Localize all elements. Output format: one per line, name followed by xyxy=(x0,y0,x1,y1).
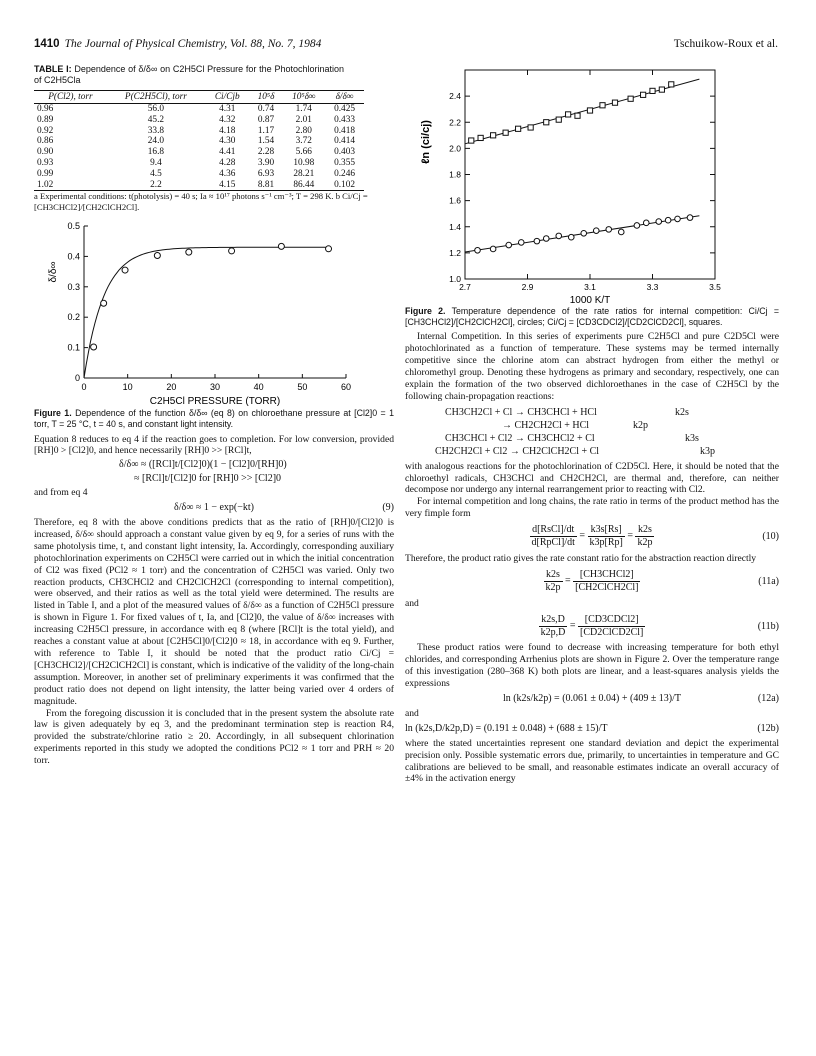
left-paragraph-2: and from eq 4 xyxy=(34,487,88,499)
table-row xyxy=(34,126,364,137)
data-point-square xyxy=(587,108,592,113)
fit-curve xyxy=(84,248,329,379)
table1-body xyxy=(34,104,364,191)
right-paragraph-4: Therefore, the product ratio gives the rate constant ratio for the abstraction reaction directly xyxy=(405,552,757,564)
eq11a-num-1: k2s xyxy=(544,569,563,582)
table1-col-header: 10⁵δ∞ xyxy=(292,92,316,102)
equation-10: $\frac{\text{d[RsCl]/dt}}{\text{d[RpCl]/dt}}$ = $\frac{k3s[Rs]}{k3p[Rp]}$ = $\frac{k2s}{k2p}$ (10) xyxy=(531,524,779,549)
figure2-caption-text: Temperature dependence of the rate ratios for internal competition: Ci/Cj = [CH3CHCl2]/[CH2ClCH2Cl], circles; Ci/Cj = [CD3CDCl2]/[CD2ClCD2Cl], squares. xyxy=(405,306,779,327)
table-cell: 4.41 xyxy=(219,147,236,158)
reaction-2-text: → CH2CH2Cl + HCl xyxy=(502,419,590,431)
table1-footnote: a Experimental conditions: t(photolysis) = 40 s; Ia ≈ 10¹⁷ photons s⁻¹ cm⁻³; T = 298 K. b Ci/Cj = [CH3CHCl2]/[CH2ClCH2Cl]. xyxy=(34,191,368,212)
table1-caption-text: Dependence of δ/δ∞ on C2H5Cl Pressure for the Photochlorination of C2H5Cla xyxy=(34,64,344,85)
y-axis-label: δ/δ∞ xyxy=(48,261,59,283)
x-tick-label: 3.3 xyxy=(646,282,659,292)
reaction-2 xyxy=(405,419,779,432)
equation-12b-number: (12b) xyxy=(757,722,779,734)
y-tick-label: 0.1 xyxy=(67,342,80,353)
table-cell: 45.2 xyxy=(147,114,165,125)
table-cell: 0.403 xyxy=(334,147,355,158)
data-point-circle xyxy=(490,246,496,252)
data-point-square xyxy=(478,135,483,140)
equation-11a: $\frac{k2s}{k2p}$ = $\frac{\text{[CH3CHCl2]}}{\text{[CH2ClCH2Cl]}}$ (11a) xyxy=(545,568,779,593)
table-cell: 0.93 xyxy=(37,157,54,168)
data-point-square xyxy=(659,87,664,92)
header-left xyxy=(34,38,321,50)
eq11b-den-2: [CD2ClCD2Cl] xyxy=(580,626,644,638)
y-tick-label: 2.4 xyxy=(449,91,461,102)
left-paragraph-4: From the foregoing discussion it is concluded that in the present system the absolute rate law is given adequately by eq 3, and the predominant termination step is reaction R4, provided the substrate/chlorine ratio ≥ 20. Accordingly, in all subsequent chlorination experiments reported in this study we adopted the conditions PCl2 ≈ 1 torr and PRH ≈ 20 torr. xyxy=(34,707,394,767)
table1-caption xyxy=(34,64,344,86)
eq10-num-2: k3s[Rs] xyxy=(588,524,625,537)
eq10-den-3: k2p xyxy=(637,537,653,549)
table-cell: 2.2 xyxy=(150,179,162,190)
x-tick-label: 20 xyxy=(166,382,177,393)
eq11a-frac-2 xyxy=(573,569,640,594)
left-paragraph-3: Therefore, eq 8 with the above conditions predicts that as the ratio of [RH]0/[Cl2]0 is increased, δ/δ∞ should approach a constant value given by eq 9, for a series of runs with the same photolysis time, t, and constant light intensity, Ia. Accordingly, corresponding auxiliary photochlorination experiments on C2H5Cl were carried out in which the initial concentration of Cl2 was fixed (PCl2 ≈ 1 torr) and the concentration of C2H5Cl was varied. Only two reaction products, CH3CHCl2 and CH2ClCH2Cl (corresponding to internal competition), were observed, and their ratios as well as the total yield were determined. The results are listed in Table I, and a plot of the measured values of δ/δ∞ as a function of C2H5Cl pressure is shown in Figure 1. For fixed values of t, Ia, and [Cl2]0, the value of δ/δ∞ increases with increasing C2H5Cl pressure, in accordance with eq 8 (where [RCl]t is the total yield), and reaches a constant value at about [C2H5Cl]0/[Cl2]0 ≈ 18, in accordance with eq 9. Further, with reference to Table I, it should be noted that the product ratio Ci/Cj = [CH3CHCl2]/[CH2ClCH2Cl] is constant, which is indicative of the validity of the long-chain assumption. Moreover, in another set of preliminary experiments it was confirmed that the product ratio does not depend on light intensity, the latter being varied over 4 orders of magnitude. xyxy=(34,517,394,707)
y-tick-label: 1.2 xyxy=(449,247,461,258)
table-cell: 1.02 xyxy=(37,179,54,190)
eq10-num-3: k2s xyxy=(635,524,654,537)
right-paragraph-3: For internal competition and long chains, the rate ratio in terms of the product method has the very fimple form xyxy=(405,496,779,520)
table-cell: 0.433 xyxy=(334,114,355,125)
table-cell: 0.89 xyxy=(37,114,54,125)
y-tick-label: 1.0 xyxy=(449,274,461,284)
plot-frame xyxy=(465,70,715,279)
data-point-circle xyxy=(556,233,562,239)
data-point-circle xyxy=(534,238,540,244)
table-cell: 2.28 xyxy=(257,147,275,158)
reaction-3-k: k3s xyxy=(685,432,699,444)
table1-col-header: P(C2H5Cl), torr xyxy=(124,92,187,102)
data-point-circle xyxy=(618,229,624,235)
eq10-den-1: d[RpCl]/dt xyxy=(531,537,575,549)
header-authors: Tschuikow-Roux et al. xyxy=(673,38,778,50)
table-cell: 4.18 xyxy=(219,125,236,136)
data-point-square xyxy=(600,103,605,108)
table-cell: 4.5 xyxy=(150,168,162,179)
eq10-den-2: k3p[Rp] xyxy=(589,537,623,549)
equation-12a-number: (12a) xyxy=(757,693,779,705)
figure1-label: Figure 1. xyxy=(34,408,72,419)
figure1-chart xyxy=(34,218,364,408)
reaction-3-text: CH3CHCl + Cl2 → CH3CHCl2 + Cl xyxy=(445,432,595,444)
left-paragraph-1: Equation 8 reduces to eq 4 if the reaction goes to completion. For low conversion, provided [RH]0 > [Cl2]0, and hence necessarily [RH]0 >> [RCl]t, xyxy=(34,433,394,457)
table-cell: 0.96 xyxy=(37,104,54,114)
data-point xyxy=(278,244,284,250)
reaction-1-k: k2s xyxy=(675,406,689,418)
reaction-2-k: k2p xyxy=(633,419,648,431)
y-tick-label: 1.6 xyxy=(449,195,461,206)
equation-12a-text: ln (k2s/k2p) = (0.061 ± 0.04) + (409 ± 13)/T xyxy=(502,693,682,705)
table-cell: 86.44 xyxy=(293,179,315,190)
table-cell: 0.246 xyxy=(334,168,355,179)
y-tick-label: 0.3 xyxy=(67,282,80,293)
table1-col-header: δ/δ∞ xyxy=(335,92,354,102)
figure2-caption xyxy=(405,306,779,327)
table-cell: 28.21 xyxy=(293,168,315,179)
reaction-4-text: CH2CH2Cl + Cl2 → CH2ClCH2Cl + Cl xyxy=(435,445,600,457)
x-tick-label: 40 xyxy=(253,382,264,393)
table-cell: 5.66 xyxy=(295,147,312,158)
table-cell: 2.01 xyxy=(295,114,312,125)
data-point-square xyxy=(503,130,508,135)
x-axis-label: 1000 K/T xyxy=(569,295,611,306)
data-point-square xyxy=(469,138,474,143)
equation-9 xyxy=(34,502,394,514)
data-point-circle xyxy=(518,240,524,246)
data-point-square xyxy=(566,112,571,117)
reaction-scheme xyxy=(405,406,779,458)
x-tick-label: 0 xyxy=(81,382,87,393)
data-point-square xyxy=(669,82,674,87)
table-cell: 0.425 xyxy=(334,104,355,114)
equation-11b: $\frac{k2s,D}{k2p,D}$ = $\frac{\text{[CD3CDCl2]}}{\text{[CD2ClCD2Cl]}}$ (11b) xyxy=(540,613,779,638)
data-point-square xyxy=(650,88,655,93)
eq11b-frac-1 xyxy=(539,614,568,639)
table-cell: 1.74 xyxy=(295,104,312,114)
right-paragraph-8: where the stated uncertainties represent one standard deviation and depict the experimental precision only. Possible systematic errors due, primarily, to uncertainties in temperature and GC calibrations are believed to be small, and reasonable estimates indicate an overall accuracy of ±4% in the activation energy xyxy=(405,737,779,785)
data-point xyxy=(326,246,332,252)
x-tick-label: 50 xyxy=(297,382,308,393)
right-paragraph-6: These product ratios were found to decrease with increasing temperature for both ethyl chlorides, and corresponding Arrhenius plots are shown in Figure 2. Over the temperature range of this investigation (280–368 K) both plots are linear, and a least-squares analysis yields the expressions xyxy=(405,642,779,690)
x-tick-label: 3.5 xyxy=(709,282,721,292)
table-row xyxy=(34,136,364,147)
data-point-circle xyxy=(687,215,693,221)
reaction-3 xyxy=(405,432,779,445)
table-cell: 3.90 xyxy=(257,157,275,168)
eq10-frac-3 xyxy=(635,524,654,549)
eq11a-num-2: [CH3CHCl2] xyxy=(573,569,640,582)
table-cell: 0.74 xyxy=(257,104,275,114)
table-cell: 1.17 xyxy=(257,125,275,136)
x-tick-label: 3.1 xyxy=(584,282,596,292)
eq10-num-1: d[RsCl]/dt xyxy=(530,524,577,537)
table-cell: 56.0 xyxy=(147,104,165,114)
figure1-caption-text: Dependence of the function δ/δ∞ (eq 8) on chloroethane pressure at [Cl2]0 = 1 torr, T = 25 °C, t = 40 s, and constant light intensity. xyxy=(34,408,394,429)
eq11b-frac-2 xyxy=(578,614,645,639)
eq10-frac-2 xyxy=(588,524,625,549)
table-cell: 2.80 xyxy=(295,125,312,136)
equation-12b-text: ln (k2s,D/k2p,D) = (0.191 ± 0.048) + (688 ± 15)/T xyxy=(405,722,608,734)
equation-11a-number: (11a) xyxy=(758,575,779,587)
equation-12b xyxy=(405,723,779,735)
table-cell: 4.30 xyxy=(219,136,236,147)
table-row xyxy=(34,104,364,115)
data-point-square xyxy=(544,120,549,125)
running-header xyxy=(34,38,778,54)
data-point-circle xyxy=(675,216,681,222)
data-point-circle xyxy=(665,217,671,223)
data-point xyxy=(154,253,160,259)
equation-9-text: δ/δ∞ ≈ 1 − exp(−kt) xyxy=(174,502,254,514)
eq10-frac-1 xyxy=(530,524,577,549)
y-tick-label: 2.2 xyxy=(449,117,461,128)
table-cell: 4.15 xyxy=(219,179,236,190)
table-cell: 9.4 xyxy=(150,157,162,168)
table1-header-row xyxy=(34,91,364,104)
data-point-square xyxy=(628,96,633,101)
table1-col-header: Ci/Cjb xyxy=(214,92,240,102)
equation-12a xyxy=(405,693,779,705)
figure2-label: Figure 2. xyxy=(405,306,446,316)
data-point-circle xyxy=(643,220,649,226)
data-point-circle xyxy=(543,236,549,242)
y-tick-label: 1.8 xyxy=(449,169,461,180)
data-point-circle xyxy=(634,223,640,229)
x-tick-label: 30 xyxy=(209,382,221,393)
equation-delta-b: ≈ [RCl]t/[Cl2]0 for [RH]0 >> [Cl2]0 xyxy=(134,473,282,485)
table-cell: 0.414 xyxy=(334,136,355,147)
data-point-square xyxy=(516,126,521,131)
y-tick-label: 0 xyxy=(74,373,80,384)
data-point-square xyxy=(528,125,533,130)
table-cell: 6.93 xyxy=(257,168,275,179)
y-tick-label: 1.4 xyxy=(449,221,461,232)
table-row xyxy=(34,115,364,126)
data-point-circle xyxy=(475,247,481,253)
table-cell: 16.8 xyxy=(147,147,165,158)
table-cell: 0.90 xyxy=(37,147,54,158)
table-cell: 0.102 xyxy=(334,179,355,190)
eq11b-den-1: k2p,D xyxy=(540,626,566,638)
y-tick-label: 0.2 xyxy=(67,312,80,323)
table-cell: 24.0 xyxy=(147,136,165,147)
equation-delta-a: δ/δ∞ ≈ ([RCl]t/[Cl2]0)(1 − [Cl2]0/[RH]0) xyxy=(119,459,287,471)
right-column xyxy=(405,64,779,785)
table-cell: 1.54 xyxy=(257,136,275,147)
data-point-square xyxy=(641,92,646,97)
table-cell: 33.8 xyxy=(147,125,165,136)
eq11a-den-1: k2p xyxy=(545,581,561,593)
figure2-chart xyxy=(405,64,779,306)
data-point xyxy=(91,344,97,350)
table-row xyxy=(34,180,364,191)
equation-9-number: (9) xyxy=(382,502,394,514)
table-cell: 0.99 xyxy=(37,168,54,179)
x-tick-label: 2.9 xyxy=(521,282,534,292)
left-column xyxy=(34,64,394,767)
reaction-1-text: CH3CH2Cl + Cl → CH3CHCl + HCl xyxy=(445,406,597,418)
page-number: 1410 xyxy=(34,38,60,50)
eq11b-num-2: [CD3CDCl2] xyxy=(578,614,645,627)
x-tick-label: 2.7 xyxy=(459,282,471,292)
reaction-1 xyxy=(405,406,779,419)
y-tick-label: 0.5 xyxy=(67,221,80,232)
eq11a-frac-1 xyxy=(544,569,563,594)
data-point-square xyxy=(491,133,496,138)
table-cell: 3.72 xyxy=(295,136,312,147)
y-tick-label: 2.0 xyxy=(449,143,461,154)
equation-11b-number: (11b) xyxy=(757,620,779,632)
table-cell: 4.31 xyxy=(219,104,236,114)
right-paragraph-2: with analogous reactions for the photochlorination of C2D5Cl. Here, it should be noted that the chloroethyl radicals, CH3CHCl and CH2CH2Cl, are thermal and, therefore, can neither decompose nor undergo any internal rearrangement prior to reacting with Cl2. xyxy=(405,460,779,496)
data-point-circle xyxy=(506,242,512,248)
reaction-4 xyxy=(405,445,779,458)
table-row xyxy=(34,158,364,169)
data-point xyxy=(229,248,235,254)
data-point-circle xyxy=(581,230,587,236)
right-paragraph-5: and xyxy=(405,597,419,609)
table-cell: 0.86 xyxy=(37,136,54,147)
table-cell: 0.87 xyxy=(257,114,275,125)
y-tick-label: 0.4 xyxy=(67,251,80,262)
data-point-circle xyxy=(606,227,612,233)
x-tick-label: 10 xyxy=(122,382,133,393)
right-paragraph-1: Internal Competition. In this series of experiments pure C2H5Cl and pure C2D5Cl were photochlorinated as a function of temperature. These systems may be termed internally competitive since the chlorine atom can abstract hydrogen from either the methyl or chloromethyl group. Denoting these hydrogens as primary and secondary, respectively, one can explain the formation of the two observed dichloroethanes in the case of C2H5Cl by the following chain-propagation reactions: xyxy=(405,331,779,402)
figure1-caption xyxy=(34,408,394,429)
x-axis-label: C2H5Cl PRESSURE (TORR) xyxy=(149,396,281,408)
table1-col-header: P(Cl2), torr xyxy=(48,92,93,102)
reaction-4-k: k3p xyxy=(700,445,715,457)
table-cell: 0.92 xyxy=(37,125,54,136)
table1-col-header: 10⁵δ xyxy=(257,92,275,102)
table-cell: 0.418 xyxy=(334,125,355,136)
data-point-square xyxy=(612,100,617,105)
data-point-square xyxy=(575,113,580,118)
data-point-circle xyxy=(568,234,574,240)
table-cell: 0.355 xyxy=(334,157,355,168)
table-cell: 4.36 xyxy=(219,168,236,179)
journal-name: The Journal of Physical Chemistry, Vol. 88, No. 7, 1984 xyxy=(64,38,322,50)
eq11a-den-2: [CH2ClCH2Cl] xyxy=(575,581,639,593)
data-point xyxy=(101,301,107,307)
table-row xyxy=(34,169,364,180)
y-axis-label: ℓn (ci/cj) xyxy=(420,120,432,164)
data-point-square xyxy=(556,117,561,122)
right-paragraph-7: and xyxy=(405,707,419,719)
table-cell: 4.32 xyxy=(219,114,236,125)
x-tick-label: 60 xyxy=(340,382,352,393)
table-cell: 4.28 xyxy=(219,157,236,168)
data-point-circle xyxy=(593,228,599,234)
table-row xyxy=(34,147,364,158)
equation-10-number: (10) xyxy=(762,531,779,543)
table1-label: TABLE I: xyxy=(34,64,72,74)
figure1 xyxy=(34,218,394,408)
data-point xyxy=(122,267,128,273)
data-point xyxy=(186,250,192,256)
figure2 xyxy=(405,64,779,306)
data-point-circle xyxy=(656,219,662,225)
table-cell: 8.81 xyxy=(257,179,275,190)
table1 xyxy=(34,90,364,191)
table-cell: 10.98 xyxy=(293,157,315,168)
eq11b-num-1: k2s,D xyxy=(539,614,568,627)
